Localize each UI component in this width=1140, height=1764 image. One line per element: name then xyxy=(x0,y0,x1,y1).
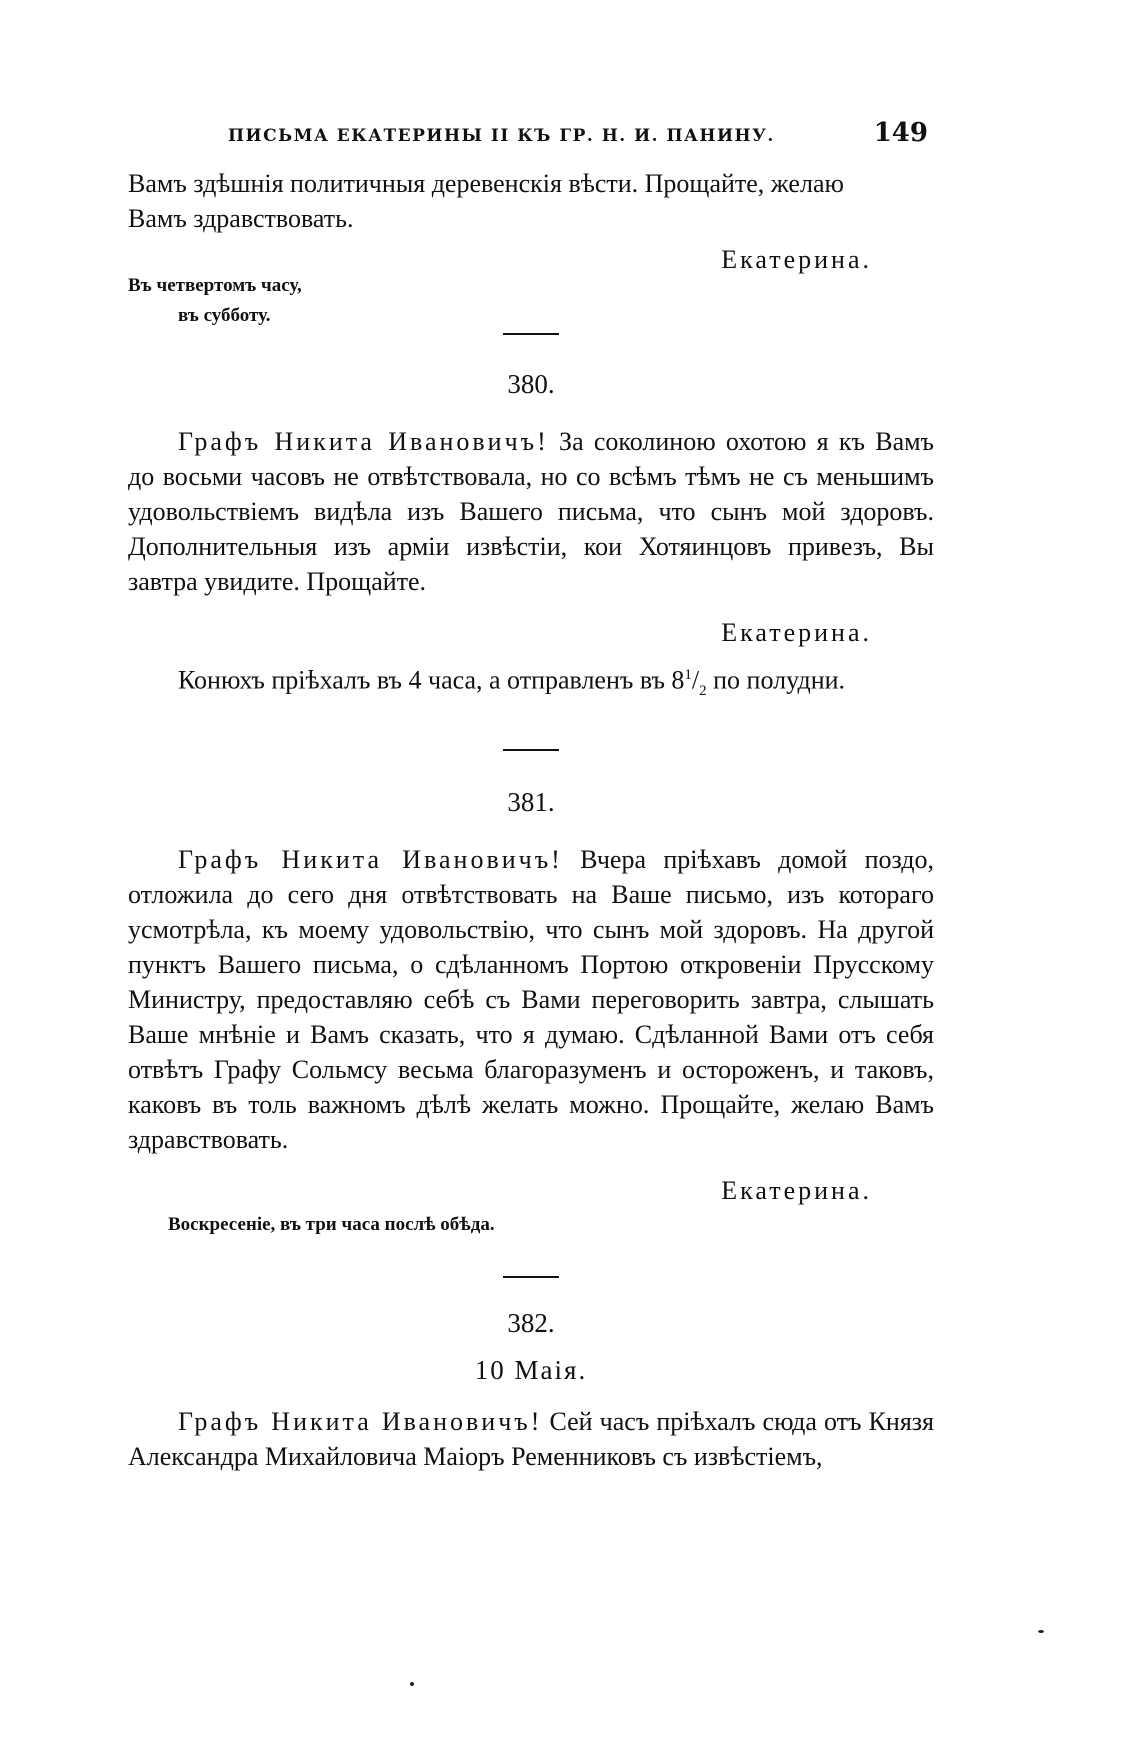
letter-381-dateline: Воскресеніе, въ три часа послѣ обѣда. xyxy=(168,1213,495,1235)
letter-381-signature: Екатерина. xyxy=(721,1175,872,1205)
page-number: 149 xyxy=(873,118,928,148)
letter-380-paragraph xyxy=(128,424,934,599)
letter-382-number: 382. xyxy=(507,1307,555,1338)
letter-382 xyxy=(128,1306,934,1474)
letter-380-number: 380. xyxy=(507,369,555,399)
letter-380-text: За соколиною охотою я къ Вамъ до восьми часовъ не отвѣтствовала, но со всѣмъ тѣмъ не съ меньшимъ удовольствіемъ видѣла изъ Вашего письма, что сынъ мой здоровъ. Дополнительныя изъ арміи извѣстіи, кои Хотяинцовъ привезъ, Вы завтра увидите. Прощайте. xyxy=(128,427,935,596)
page-body xyxy=(128,166,934,1474)
letter-380-signature: Екатерина. xyxy=(721,618,872,647)
intro-line-2: Вамъ здравствовать. xyxy=(128,204,354,233)
note-text-post: по полудни. xyxy=(706,665,846,695)
letter-380-note: Конюхъ пріѣхалъ въ 4 часа, а отправленъ въ $8^1/_2$ по полудни. xyxy=(178,665,846,699)
letter-380 xyxy=(128,367,934,709)
fraction-denominator: 2 xyxy=(699,682,707,699)
separator-rule xyxy=(503,1276,559,1278)
letter-381-text: Вчера пріѣхавъ домой поздо, отложила до сего дня отвѣтствовать на Ваше письмо, изъ котораго усмотрѣла, къ моему удовольствію, что сынъ мой здоровъ. На другой пунктъ Вашего письма, о сдѣланномъ Портою откровеніи Прусскому Министру, предоставляю себѣ съ Вами переговорить завтра, слышать Ваше мнѣніе и Вамъ сказать, что я думаю. Сдѣланной Вами отъ себя отвѣтъ Графу Сольмсу весьма благоразуменъ и остороженъ, и таковъ, каковъ въ толь важномъ дѣлѣ желать можно. Прощайте, желаю Вамъ здравствовать. xyxy=(128,844,935,1154)
letter-382-date: 10 Маія. xyxy=(474,1354,588,1385)
letter-381-salutation: Графъ Никита Ивановичъ! xyxy=(178,844,563,874)
letter-381-number: 381. xyxy=(507,786,555,817)
running-head: ПИСЬМА ЕКАТЕРИНЫ II КЪ ГР. Н. И. ПАНИНУ. xyxy=(228,126,775,146)
intro-dateline-2: въ субботу. xyxy=(178,305,271,326)
intro-signature: Екатерина. xyxy=(721,245,872,274)
separator-rule xyxy=(503,749,559,751)
intro-fragment xyxy=(128,166,934,331)
ink-speck xyxy=(410,1682,414,1686)
page-header xyxy=(128,118,928,158)
letter-382-salutation: Графъ Никита Ивановичъ! xyxy=(178,1406,543,1436)
fraction-numerator: 1 xyxy=(684,667,692,683)
note-text-pre: Конюхъ пріѣхалъ въ 4 часа, а отправленъ въ 8 xyxy=(178,665,685,695)
separator-rule xyxy=(503,333,559,335)
letter-382-paragraph xyxy=(128,1404,934,1474)
letter-381-paragraph xyxy=(128,842,934,1157)
letter-380-salutation: Графъ Никита Ивановичъ! xyxy=(178,427,549,456)
intro-dateline xyxy=(128,271,934,331)
ink-speck xyxy=(1038,1630,1044,1633)
letter-381 xyxy=(128,785,934,1240)
intro-dateline-1: Въ четвертомъ часу, xyxy=(128,275,302,296)
intro-line-1: Вамъ здѣшнія политичныя деревенскія вѣсти. Прощайте, желаю xyxy=(128,169,844,198)
letter-382-text: Сей часъ пріѣхалъ сюда отъ Князя Александра Михайловича Маіоръ Ременниковъ съ извѣстіемъ, xyxy=(128,1406,935,1471)
